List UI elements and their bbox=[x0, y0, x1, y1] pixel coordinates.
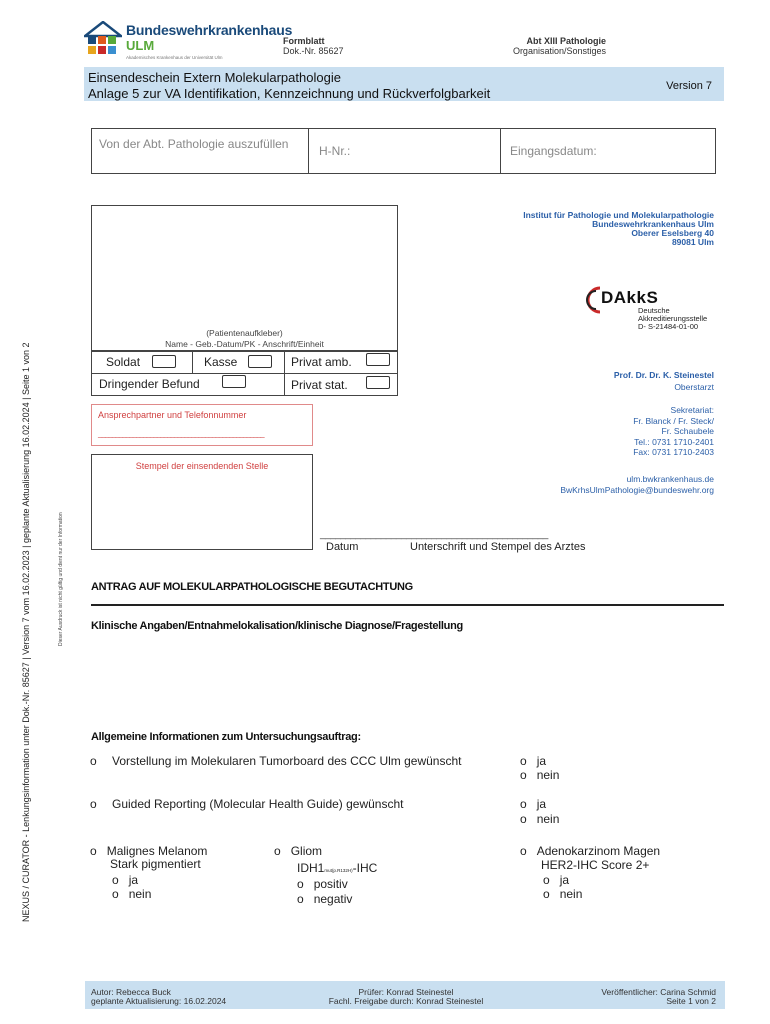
her2-label: HER2-IHC Score 2+ bbox=[541, 858, 650, 872]
soldat-checkbox[interactable] bbox=[152, 355, 176, 368]
institute-name bbox=[523, 211, 714, 247]
institute-line2: Bundeswehrkrankenhaus Ulm bbox=[592, 219, 714, 229]
footer-left bbox=[91, 988, 226, 1006]
fax: Fax: 0731 1710-2403 bbox=[633, 447, 714, 457]
clinical-heading: Klinische Angaben/Entnahmelokalisation/klinische Diagnose/Fragestellung bbox=[91, 620, 463, 632]
website-link[interactable]: ulm.bwkrankenhaus.de bbox=[626, 474, 714, 484]
secretariat-names1: Fr. Blanck / Fr. Steck/ bbox=[633, 415, 714, 426]
tumorboard-label: Vorstellung im Molekularen Tumorboard des CCC Ulm gewünscht bbox=[112, 754, 462, 768]
insurance-grid bbox=[91, 350, 398, 396]
general-heading: Allgemeine Informationen zum Untersuchungsauftrag: bbox=[91, 731, 361, 743]
tumorboard-ja-radio[interactable]: o ja bbox=[520, 754, 547, 768]
contact-line: ________________________________________________ bbox=[98, 429, 264, 438]
signature-line[interactable]: _____________________________________________ bbox=[320, 529, 548, 540]
sticker-sublabel: Name - Geb.-Datum/PK - Anschrift/Einheit bbox=[165, 339, 324, 349]
dakks-logo-icon bbox=[586, 285, 716, 335]
antrag-divider bbox=[91, 604, 724, 606]
privat-amb-label: Privat amb. bbox=[291, 355, 352, 369]
adeno-option[interactable]: o Adenokarzinom Magen bbox=[520, 844, 661, 858]
urgent-checkbox[interactable] bbox=[222, 375, 246, 388]
footer-approval: Fachl. Freigabe durch: Konrad Steinestel bbox=[328, 996, 484, 1006]
privat-stat-checkbox[interactable] bbox=[366, 376, 390, 389]
institute-line3: Oberer Eselsberg 40 bbox=[631, 228, 714, 238]
privat-amb-checkbox[interactable] bbox=[366, 353, 390, 366]
head-physician bbox=[614, 371, 714, 392]
contact-web bbox=[560, 474, 714, 496]
footer-author: Autor: Rebecca Buck bbox=[91, 987, 171, 997]
stamp-box[interactable] bbox=[91, 454, 313, 550]
adeno-nein-radio[interactable]: o nein bbox=[543, 887, 583, 901]
guided-ja-radio[interactable]: o ja bbox=[520, 797, 547, 811]
department: Abt XIII Pathologie bbox=[526, 36, 606, 46]
footer-publisher: Veröffentlicher: Carina Schmid bbox=[601, 987, 716, 997]
gliom-option[interactable]: o Gliom bbox=[274, 844, 323, 858]
hospital-logo-icon bbox=[84, 21, 122, 61]
footer-right bbox=[601, 988, 716, 1006]
urgent-label: Dringender Befund bbox=[99, 377, 200, 391]
footer-center bbox=[320, 988, 492, 1006]
side-validity-note: Dieser Ausdruck ist nicht gültig und dient nur der Information bbox=[58, 512, 64, 646]
institute-line4: 89081 Ulm bbox=[671, 237, 714, 247]
signature-label: Unterschrift und Stempel des Arztes bbox=[410, 541, 586, 553]
side-lenkung-text: NEXUS / CURATOR - Lenkungsinformation unter Dok.-Nr. 85627 | Version 7 vom 16.02.2023 | geplante Aktualisierung 16.02.2024 | Seite 1 von 2 bbox=[21, 342, 31, 922]
stamp-label: Stempel der einsendenden Stelle bbox=[135, 461, 269, 471]
logo-title: Bundeswehrkrankenhaus bbox=[126, 22, 293, 38]
patient-sticker-area[interactable] bbox=[91, 205, 398, 352]
melanom-ja-radio[interactable]: o ja bbox=[112, 873, 139, 887]
contact-label: Ansprechpartner und Telefonnummer bbox=[98, 410, 247, 420]
dakks-sub3: D- S-21484-01-00 bbox=[638, 322, 699, 331]
dakks-sub1: Deutsche bbox=[638, 306, 670, 315]
email-link[interactable]: BwKrhsUlmPathologie@bundeswehr.org bbox=[560, 485, 714, 495]
footer-update: geplante Aktualisierung: 16.02.2024 bbox=[91, 996, 227, 1006]
dakks-title: DAkkS bbox=[601, 288, 659, 307]
bullet: o bbox=[90, 754, 97, 768]
dakks-sub2: Akkreditierungsstelle bbox=[638, 314, 708, 323]
kasse-label: Kasse bbox=[204, 355, 238, 369]
idh1-label: IDH1mut(p.R132H)-IHC bbox=[297, 861, 378, 875]
melanom-sublabel: Stark pigmentiert bbox=[110, 857, 201, 871]
secretariat-block bbox=[633, 405, 714, 458]
guided-nein-radio[interactable]: o nein bbox=[520, 812, 560, 826]
secretariat-names2: Fr. Schaubele bbox=[661, 426, 714, 436]
logo-tagline: Akademisches Krankenhaus der Universität Ulm bbox=[126, 55, 223, 60]
gliom-negativ-radio[interactable]: o negativ bbox=[297, 892, 353, 906]
dept-fill-note: Von der Abt. Pathologie auszufüllen bbox=[99, 137, 289, 151]
contact-box[interactable] bbox=[91, 404, 313, 446]
intake-table bbox=[91, 128, 716, 174]
footer-reviewer: Prüfer: Konrad Steinestel bbox=[358, 987, 454, 997]
prof-title: Oberstarzt bbox=[674, 382, 714, 392]
melanom-nein-radio[interactable]: o nein bbox=[112, 887, 152, 901]
h-nr-field[interactable]: H-Nr.: bbox=[319, 144, 351, 158]
phone: Tel.: 0731 1710-2401 bbox=[634, 436, 714, 447]
prof-name: Prof. Dr. Dr. K. Steinestel bbox=[613, 370, 714, 380]
privat-stat-label: Privat stat. bbox=[291, 378, 348, 392]
tumorboard-nein-radio[interactable]: o nein bbox=[520, 768, 560, 782]
kasse-checkbox[interactable] bbox=[248, 355, 272, 368]
document-title: Einsendeschein Extern Molekularpathologie bbox=[88, 70, 341, 85]
document-subtitle: Anlage 5 zur VA Identifikation, Kennzeichnung und Rückverfolgbarkeit bbox=[88, 86, 491, 101]
doc-number: Dok.-Nr. 85627 bbox=[283, 46, 344, 56]
antrag-heading: ANTRAG AUF MOLEKULARPATHOLOGISCHE BEGUTACHTUNG bbox=[91, 581, 413, 593]
sticker-label: (Patientenaufkleber) bbox=[206, 328, 283, 338]
footer-page: Seite 1 von 2 bbox=[666, 996, 716, 1006]
guided-label: Guided Reporting (Molecular Health Guide) gewünscht bbox=[112, 797, 404, 811]
bullet: o bbox=[90, 797, 97, 811]
form-label: Formblatt bbox=[283, 36, 325, 46]
gliom-positiv-radio[interactable]: o positiv bbox=[297, 877, 348, 891]
receipt-date-field[interactable]: Eingangsdatum: bbox=[510, 144, 597, 158]
institute-line1: Institut für Pathologie und Molekularpathologie bbox=[523, 210, 714, 220]
melanom-option[interactable]: o Malignes Melanom bbox=[90, 844, 208, 858]
date-label: Datum bbox=[326, 541, 359, 553]
adeno-ja-radio[interactable]: o ja bbox=[543, 873, 570, 887]
soldat-label: Soldat bbox=[106, 355, 141, 369]
logo-subtitle: ULM bbox=[126, 38, 155, 53]
secretariat-label: Sekretariat: bbox=[670, 405, 714, 415]
version-label: Version 7 bbox=[666, 80, 712, 92]
organisation: Organisation/Sonstiges bbox=[512, 46, 606, 56]
